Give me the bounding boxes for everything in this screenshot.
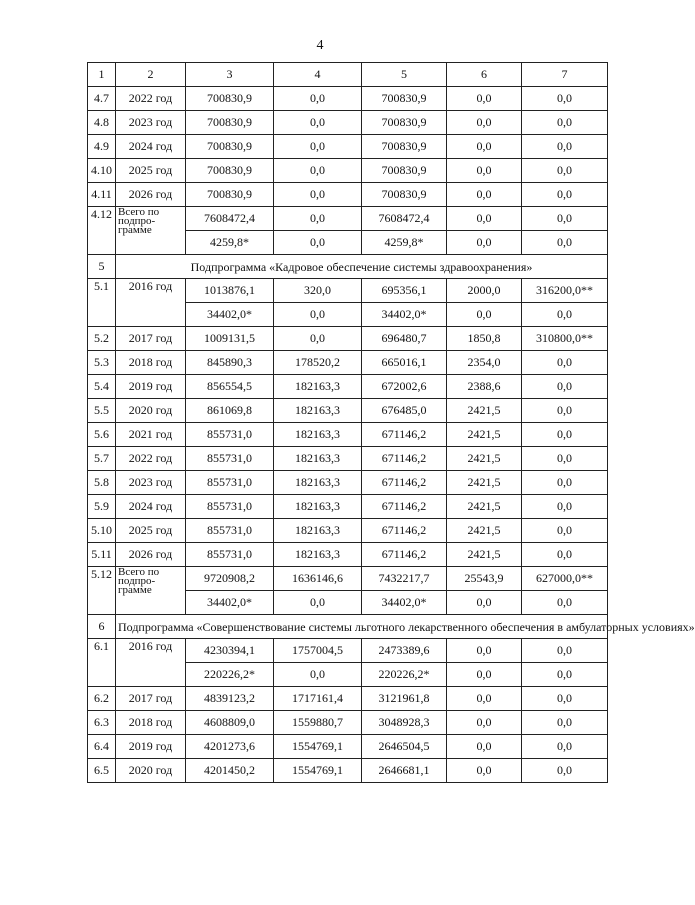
table-cell: 671146,2	[362, 447, 447, 471]
row-number-cell: 5.7	[88, 447, 116, 471]
table-cell: 0,0	[522, 183, 608, 207]
subprogram-row	[88, 255, 608, 279]
table-cell: 0,0	[274, 135, 362, 159]
column-number-cell: 4	[274, 63, 362, 87]
table-cell: 7432217,7	[362, 567, 447, 591]
table-cell: 0,0	[522, 591, 608, 615]
table-cell: 34402,0*	[186, 303, 274, 327]
row-number-cell: 6.3	[88, 711, 116, 735]
table-cell: 671146,2	[362, 423, 447, 447]
table-cell: 671146,2	[362, 519, 447, 543]
table-row	[88, 687, 608, 711]
row-number-cell: 5.6	[88, 423, 116, 447]
row-number-cell: 6.5	[88, 759, 116, 783]
table-cell: 700830,9	[186, 135, 274, 159]
column-number-cell: 2	[116, 63, 186, 87]
table-cell: 700830,9	[362, 135, 447, 159]
table-cell: 0,0	[522, 423, 608, 447]
row-number-cell: 6.1	[88, 639, 116, 687]
table-cell: 695356,1	[362, 279, 447, 303]
table-cell: 3048928,3	[362, 711, 447, 735]
table-cell: 676485,0	[362, 399, 447, 423]
table-cell: 0,0	[447, 135, 522, 159]
column-number-cell: 7	[522, 63, 608, 87]
table-cell: 182163,3	[274, 471, 362, 495]
table-cell: 4230394,1	[186, 639, 274, 663]
year-cell: 2025 год	[116, 519, 186, 543]
row-number-cell: 5.2	[88, 327, 116, 351]
table-row	[88, 207, 608, 231]
year-cell: 2017 год	[116, 687, 186, 711]
table-row	[88, 447, 608, 471]
table-cell: 0,0	[274, 663, 362, 687]
table-cell: 0,0	[274, 207, 362, 231]
table-cell: 0,0	[522, 663, 608, 687]
table-cell: 855731,0	[186, 495, 274, 519]
table-cell: 861069,8	[186, 399, 274, 423]
row-number-cell: 5.9	[88, 495, 116, 519]
table-row	[88, 87, 608, 111]
row-number-cell: 4.11	[88, 183, 116, 207]
row-number-cell: 5.11	[88, 543, 116, 567]
table-cell: 0,0	[274, 303, 362, 327]
year-cell: 2025 год	[116, 159, 186, 183]
table-cell: 700830,9	[186, 87, 274, 111]
table-row	[88, 111, 608, 135]
year-cell: 2023 год	[116, 471, 186, 495]
table-cell: 671146,2	[362, 471, 447, 495]
table-cell: 0,0	[522, 375, 608, 399]
total-label: Всего по подпро-грамме	[118, 206, 160, 236]
table-cell: 0,0	[447, 231, 522, 255]
table-cell: 4259,8*	[362, 231, 447, 255]
table-cell: 0,0	[447, 735, 522, 759]
row-number-cell: 5.3	[88, 351, 116, 375]
table-cell: 4259,8*	[186, 231, 274, 255]
year-cell: 2022 год	[116, 87, 186, 111]
table-row	[88, 495, 608, 519]
table-cell: 845890,3	[186, 351, 274, 375]
table-cell: 1013876,1	[186, 279, 274, 303]
table-cell: 0,0	[447, 159, 522, 183]
row-number-cell: 5.5	[88, 399, 116, 423]
table-cell: 316200,0**	[522, 279, 608, 303]
table-cell: 2388,6	[447, 375, 522, 399]
year-cell: 2020 год	[116, 399, 186, 423]
row-number-cell: 4.8	[88, 111, 116, 135]
table-row	[88, 519, 608, 543]
table-cell: 700830,9	[186, 111, 274, 135]
table-row	[88, 471, 608, 495]
table-cell: 0,0	[522, 231, 608, 255]
table-cell: 0,0	[447, 639, 522, 663]
table-cell: 0,0	[522, 543, 608, 567]
table-row	[88, 543, 608, 567]
row-number-cell: 6.2	[88, 687, 116, 711]
table-row	[88, 375, 608, 399]
table-cell: 34402,0*	[362, 591, 447, 615]
table-row	[88, 279, 608, 303]
row-number-cell: 5.10	[88, 519, 116, 543]
row-number-cell: 5.4	[88, 375, 116, 399]
table-cell: 34402,0*	[186, 591, 274, 615]
table-cell: 9720908,2	[186, 567, 274, 591]
table-cell: 178520,2	[274, 351, 362, 375]
table-cell: 0,0	[522, 87, 608, 111]
year-cell: 2026 год	[116, 183, 186, 207]
table-cell: 7608472,4	[362, 207, 447, 231]
table-cell: 671146,2	[362, 495, 447, 519]
table-cell: 855731,0	[186, 447, 274, 471]
row-number-cell: 5.8	[88, 471, 116, 495]
table-row	[88, 423, 608, 447]
table-cell: 0,0	[274, 159, 362, 183]
row-number-cell: 4.12	[88, 207, 116, 255]
table-cell: 25543,9	[447, 567, 522, 591]
table-row	[88, 711, 608, 735]
column-number-cell: 6	[447, 63, 522, 87]
year-cell: 2016 год	[116, 639, 186, 687]
table-cell: 855731,0	[186, 471, 274, 495]
table-cell: 4839123,2	[186, 687, 274, 711]
column-number-cell: 1	[88, 63, 116, 87]
table-cell: 0,0	[522, 711, 608, 735]
table-cell: 182163,3	[274, 375, 362, 399]
table-cell: 0,0	[447, 591, 522, 615]
subprogram-row	[88, 615, 608, 639]
table-cell: 0,0	[522, 135, 608, 159]
row-number-cell: 5.1	[88, 279, 116, 327]
total-label-cell	[116, 207, 186, 255]
table-cell: 4608809,0	[186, 711, 274, 735]
column-number-cell: 5	[362, 63, 447, 87]
table-cell: 696480,7	[362, 327, 447, 351]
table-row	[88, 327, 608, 351]
table-cell: 1554769,1	[274, 735, 362, 759]
row-number-cell: 6.4	[88, 735, 116, 759]
year-cell: 2021 год	[116, 423, 186, 447]
table-cell: 0,0	[274, 87, 362, 111]
total-label: Всего по подпро-грамме	[118, 566, 160, 596]
table-row	[88, 567, 608, 591]
table-cell: 1009131,5	[186, 327, 274, 351]
year-cell: 2018 год	[116, 711, 186, 735]
table-cell: 1559880,7	[274, 711, 362, 735]
table-cell: 0,0	[522, 111, 608, 135]
table-cell: 182163,3	[274, 447, 362, 471]
table-cell: 0,0	[522, 687, 608, 711]
table-cell: 0,0	[522, 303, 608, 327]
table-cell: 700830,9	[362, 159, 447, 183]
table-cell: 2421,5	[447, 543, 522, 567]
table-cell: 627000,0**	[522, 567, 608, 591]
table-cell: 1717161,4	[274, 687, 362, 711]
table-cell: 2000,0	[447, 279, 522, 303]
year-cell: 2023 год	[116, 111, 186, 135]
table-cell: 0,0	[522, 495, 608, 519]
budget-table	[87, 62, 695, 783]
table-row	[88, 183, 608, 207]
table-cell: 0,0	[522, 519, 608, 543]
row-number-cell: 4.7	[88, 87, 116, 111]
table-cell: 0,0	[522, 399, 608, 423]
table-cell: 2354,0	[447, 351, 522, 375]
table-cell: 856554,5	[186, 375, 274, 399]
table-cell: 700830,9	[186, 183, 274, 207]
table-cell: 310800,0**	[522, 327, 608, 351]
table-cell: 1850,8	[447, 327, 522, 351]
year-cell: 2018 год	[116, 351, 186, 375]
row-number-cell: 5	[88, 255, 116, 279]
year-cell: 2022 год	[116, 447, 186, 471]
table-cell: 0,0	[447, 207, 522, 231]
table-cell: 665016,1	[362, 351, 447, 375]
table-cell: 0,0	[522, 471, 608, 495]
table-cell: 4201273,6	[186, 735, 274, 759]
year-cell: 2016 год	[116, 279, 186, 327]
table-cell: 182163,3	[274, 423, 362, 447]
table-cell: 220226,2*	[362, 663, 447, 687]
table-cell: 700830,9	[186, 159, 274, 183]
table-cell: 0,0	[447, 111, 522, 135]
header-row	[88, 63, 608, 87]
row-number-cell: 4.9	[88, 135, 116, 159]
table-cell: 0,0	[522, 639, 608, 663]
table-cell: 2421,5	[447, 471, 522, 495]
year-cell: 2024 год	[116, 135, 186, 159]
table-cell: 0,0	[447, 663, 522, 687]
table-cell: 0,0	[447, 759, 522, 783]
table-cell: 182163,3	[274, 543, 362, 567]
table-cell: 0,0	[274, 591, 362, 615]
table-cell: 0,0	[274, 111, 362, 135]
table-cell: 0,0	[447, 711, 522, 735]
table-cell: 0,0	[522, 159, 608, 183]
year-cell: 2020 год	[116, 759, 186, 783]
year-cell: 2024 год	[116, 495, 186, 519]
page-number: 4	[316, 38, 324, 53]
table-cell: 671146,2	[362, 543, 447, 567]
subprogram-title: Подпрограмма «Совершенствование системы льготного лекарственного обеспечения в амбулаторных условиях»	[116, 615, 608, 639]
subprogram-title: Подпрограмма «Кадровое обеспечение системы здравоохранения»	[116, 255, 608, 279]
table-cell: 0,0	[447, 183, 522, 207]
year-cell: 2017 год	[116, 327, 186, 351]
table-cell: 0,0	[274, 327, 362, 351]
table-cell: 2421,5	[447, 447, 522, 471]
table-cell: 855731,0	[186, 519, 274, 543]
row-number-cell: 6	[88, 615, 116, 639]
table-row	[88, 735, 608, 759]
year-cell: 2019 год	[116, 735, 186, 759]
table-cell: 0,0	[522, 447, 608, 471]
table-cell: 0,0	[447, 87, 522, 111]
table-cell: 0,0	[447, 687, 522, 711]
table-body	[88, 63, 695, 783]
table-cell: 2473389,6	[362, 639, 447, 663]
table-cell: 182163,3	[274, 519, 362, 543]
column-number-cell: 3	[186, 63, 274, 87]
table-cell: 34402,0*	[362, 303, 447, 327]
table-row	[88, 399, 608, 423]
table-cell: 2646681,1	[362, 759, 447, 783]
table-cell: 2421,5	[447, 519, 522, 543]
table-cell: 1636146,6	[274, 567, 362, 591]
table-cell: 855731,0	[186, 543, 274, 567]
table-cell: 2421,5	[447, 423, 522, 447]
table-cell: 0,0	[522, 351, 608, 375]
table-cell: 0,0	[447, 303, 522, 327]
table-cell: 2421,5	[447, 495, 522, 519]
table-cell: 220226,2*	[186, 663, 274, 687]
table-cell: 4201450,2	[186, 759, 274, 783]
table-cell: 0,0	[522, 735, 608, 759]
total-label-cell	[116, 567, 186, 615]
table-cell: 0,0	[274, 231, 362, 255]
row-number-cell: 5.12	[88, 567, 116, 615]
table-cell: 3121961,8	[362, 687, 447, 711]
table-row	[88, 351, 608, 375]
year-cell: 2026 год	[116, 543, 186, 567]
table-cell: 0,0	[522, 759, 608, 783]
table-cell: 0,0	[522, 207, 608, 231]
table-cell: 855731,0	[186, 423, 274, 447]
table-cell: 700830,9	[362, 183, 447, 207]
table-row	[88, 135, 608, 159]
table-row	[88, 639, 608, 663]
table-cell: 2646504,5	[362, 735, 447, 759]
table-cell: 700830,9	[362, 111, 447, 135]
table-cell: 182163,3	[274, 399, 362, 423]
table-cell: 700830,9	[362, 87, 447, 111]
table-cell: 1757004,5	[274, 639, 362, 663]
row-number-cell: 4.10	[88, 159, 116, 183]
table-cell: 0,0	[274, 183, 362, 207]
year-cell: 2019 год	[116, 375, 186, 399]
table-cell: 1554769,1	[274, 759, 362, 783]
table-row	[88, 759, 608, 783]
table-cell: 2421,5	[447, 399, 522, 423]
table-row	[88, 159, 608, 183]
table-cell: 7608472,4	[186, 207, 274, 231]
table-cell: 320,0	[274, 279, 362, 303]
table-cell: 672002,6	[362, 375, 447, 399]
table-cell: 182163,3	[274, 495, 362, 519]
